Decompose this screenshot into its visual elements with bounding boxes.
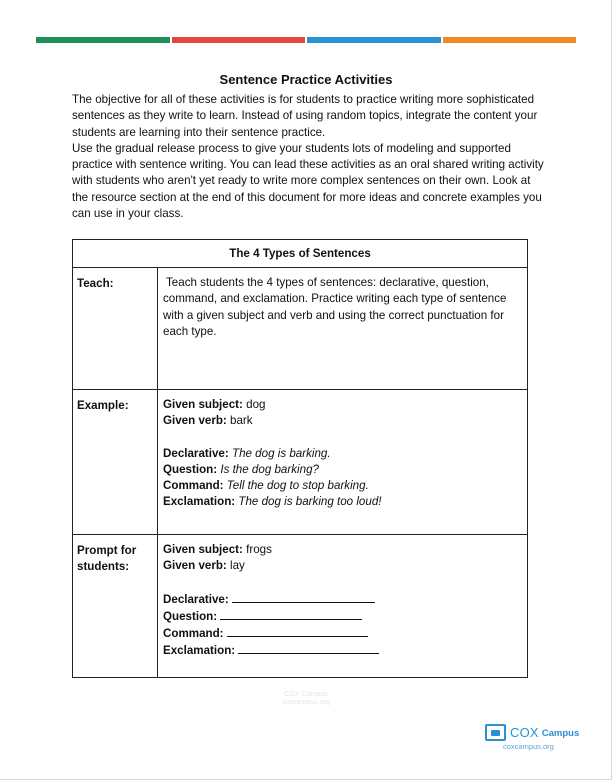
example-question-label: Question: — [163, 462, 218, 476]
cox-campus-logo — [485, 724, 579, 751]
logo-row — [485, 724, 579, 741]
prompt-exclamation-label: Exclamation: — [163, 644, 236, 658]
prompt-verb-line — [163, 558, 522, 574]
watermark-line-1: COX Campus — [284, 691, 328, 698]
question-answer-blank[interactable] — [220, 608, 362, 620]
example-verb-line — [163, 413, 522, 429]
example-command-line — [163, 478, 522, 494]
example-content — [158, 390, 528, 535]
watermark — [270, 691, 342, 707]
example-declarative-line — [163, 446, 522, 462]
declarative-answer-blank[interactable] — [232, 591, 375, 603]
book-icon — [485, 724, 506, 741]
example-command-sentence: Tell the dog to stop barking. — [226, 479, 369, 493]
prompt-content — [158, 535, 528, 678]
document-title: Sentence Practice Activities — [219, 72, 393, 87]
example-verb-value: bark — [230, 414, 253, 428]
table-row-teach — [73, 268, 528, 390]
example-subject-line — [163, 397, 522, 413]
example-declarative-label: Declarative: — [163, 446, 229, 460]
intro-paragraph-2: Use the gradual release process to give your students lots of modeling and supported practice with sentence writing. You can lead these activities as an oral shared writing activity with students who aren't yet ready to write more complex sentences on their own. Look at the resource section at the end of this document for more ideas and concrete examples you can use in your class. — [72, 141, 544, 221]
example-command-label: Command: — [163, 479, 224, 493]
color-bar-segment-orange — [443, 37, 577, 43]
table-row-example — [73, 390, 528, 535]
prompt-label-line-2: students: — [77, 560, 130, 574]
example-declarative-sentence: The dog is barking. — [231, 446, 331, 460]
example-exclamation-sentence: The dog is barking too loud! — [238, 495, 382, 509]
example-label: Example: — [73, 390, 158, 535]
prompt-subject-line — [163, 542, 522, 558]
prompt-label-line-1: Prompt for — [77, 544, 137, 557]
table-header: The 4 Types of Sentences — [73, 240, 528, 268]
example-exclamation-label: Exclamation: — [163, 495, 236, 509]
prompt-question-label: Question: — [163, 609, 218, 623]
exclamation-answer-blank[interactable] — [238, 642, 379, 654]
prompt-command-label: Command: — [163, 627, 224, 641]
teach-text: Teach students the 4 types of sentences: declarative, question, command, and exclamation. Practice writing each type of sentence with a given subject and verb and using the correct punctuation for each type. — [163, 276, 507, 338]
prompt-label — [73, 535, 158, 678]
example-verb-label: Given verb: — [163, 414, 227, 428]
logo-url: coxcampus.org — [503, 742, 554, 751]
teach-content — [158, 268, 528, 390]
header-color-bar — [36, 37, 576, 43]
example-exclamation-line — [163, 494, 522, 510]
watermark-line-2: coxcampus.org — [282, 699, 330, 706]
table-row-prompt — [73, 535, 528, 678]
logo-cox-text: COX — [510, 725, 539, 740]
command-answer-blank[interactable] — [227, 625, 368, 637]
prompt-subject-value: frogs — [246, 543, 272, 556]
logo-campus-text: Campus — [541, 728, 580, 739]
color-bar-segment-green — [36, 37, 170, 43]
color-bar-segment-red — [172, 37, 306, 43]
prompt-exclamation-line — [163, 642, 522, 659]
prompt-verb-value: lay — [230, 559, 245, 573]
prompt-verb-label: Given verb: — [163, 559, 227, 573]
prompt-subject-label: Given subject: — [163, 543, 243, 556]
teach-label: Teach: — [73, 268, 158, 390]
example-subject-label: Given subject: — [163, 398, 243, 411]
sentence-types-table — [72, 239, 528, 678]
table-header-row — [73, 240, 528, 268]
prompt-command-line — [163, 625, 522, 642]
example-question-line — [163, 462, 522, 478]
example-subject-value: dog — [246, 398, 266, 411]
prompt-declarative-label: Declarative: — [163, 592, 229, 606]
prompt-declarative-line — [163, 591, 522, 608]
intro-paragraph-1: The objective for all of these activities is for students to practice writing more sophisticated sentences as they write to learn. Instead of using random topics, integrate the content your students are learning into their sentence practice. — [72, 93, 538, 139]
intro-text — [72, 92, 547, 222]
example-question-sentence: Is the dog barking? — [220, 462, 319, 476]
prompt-question-line — [163, 608, 522, 625]
color-bar-segment-blue — [307, 37, 441, 43]
